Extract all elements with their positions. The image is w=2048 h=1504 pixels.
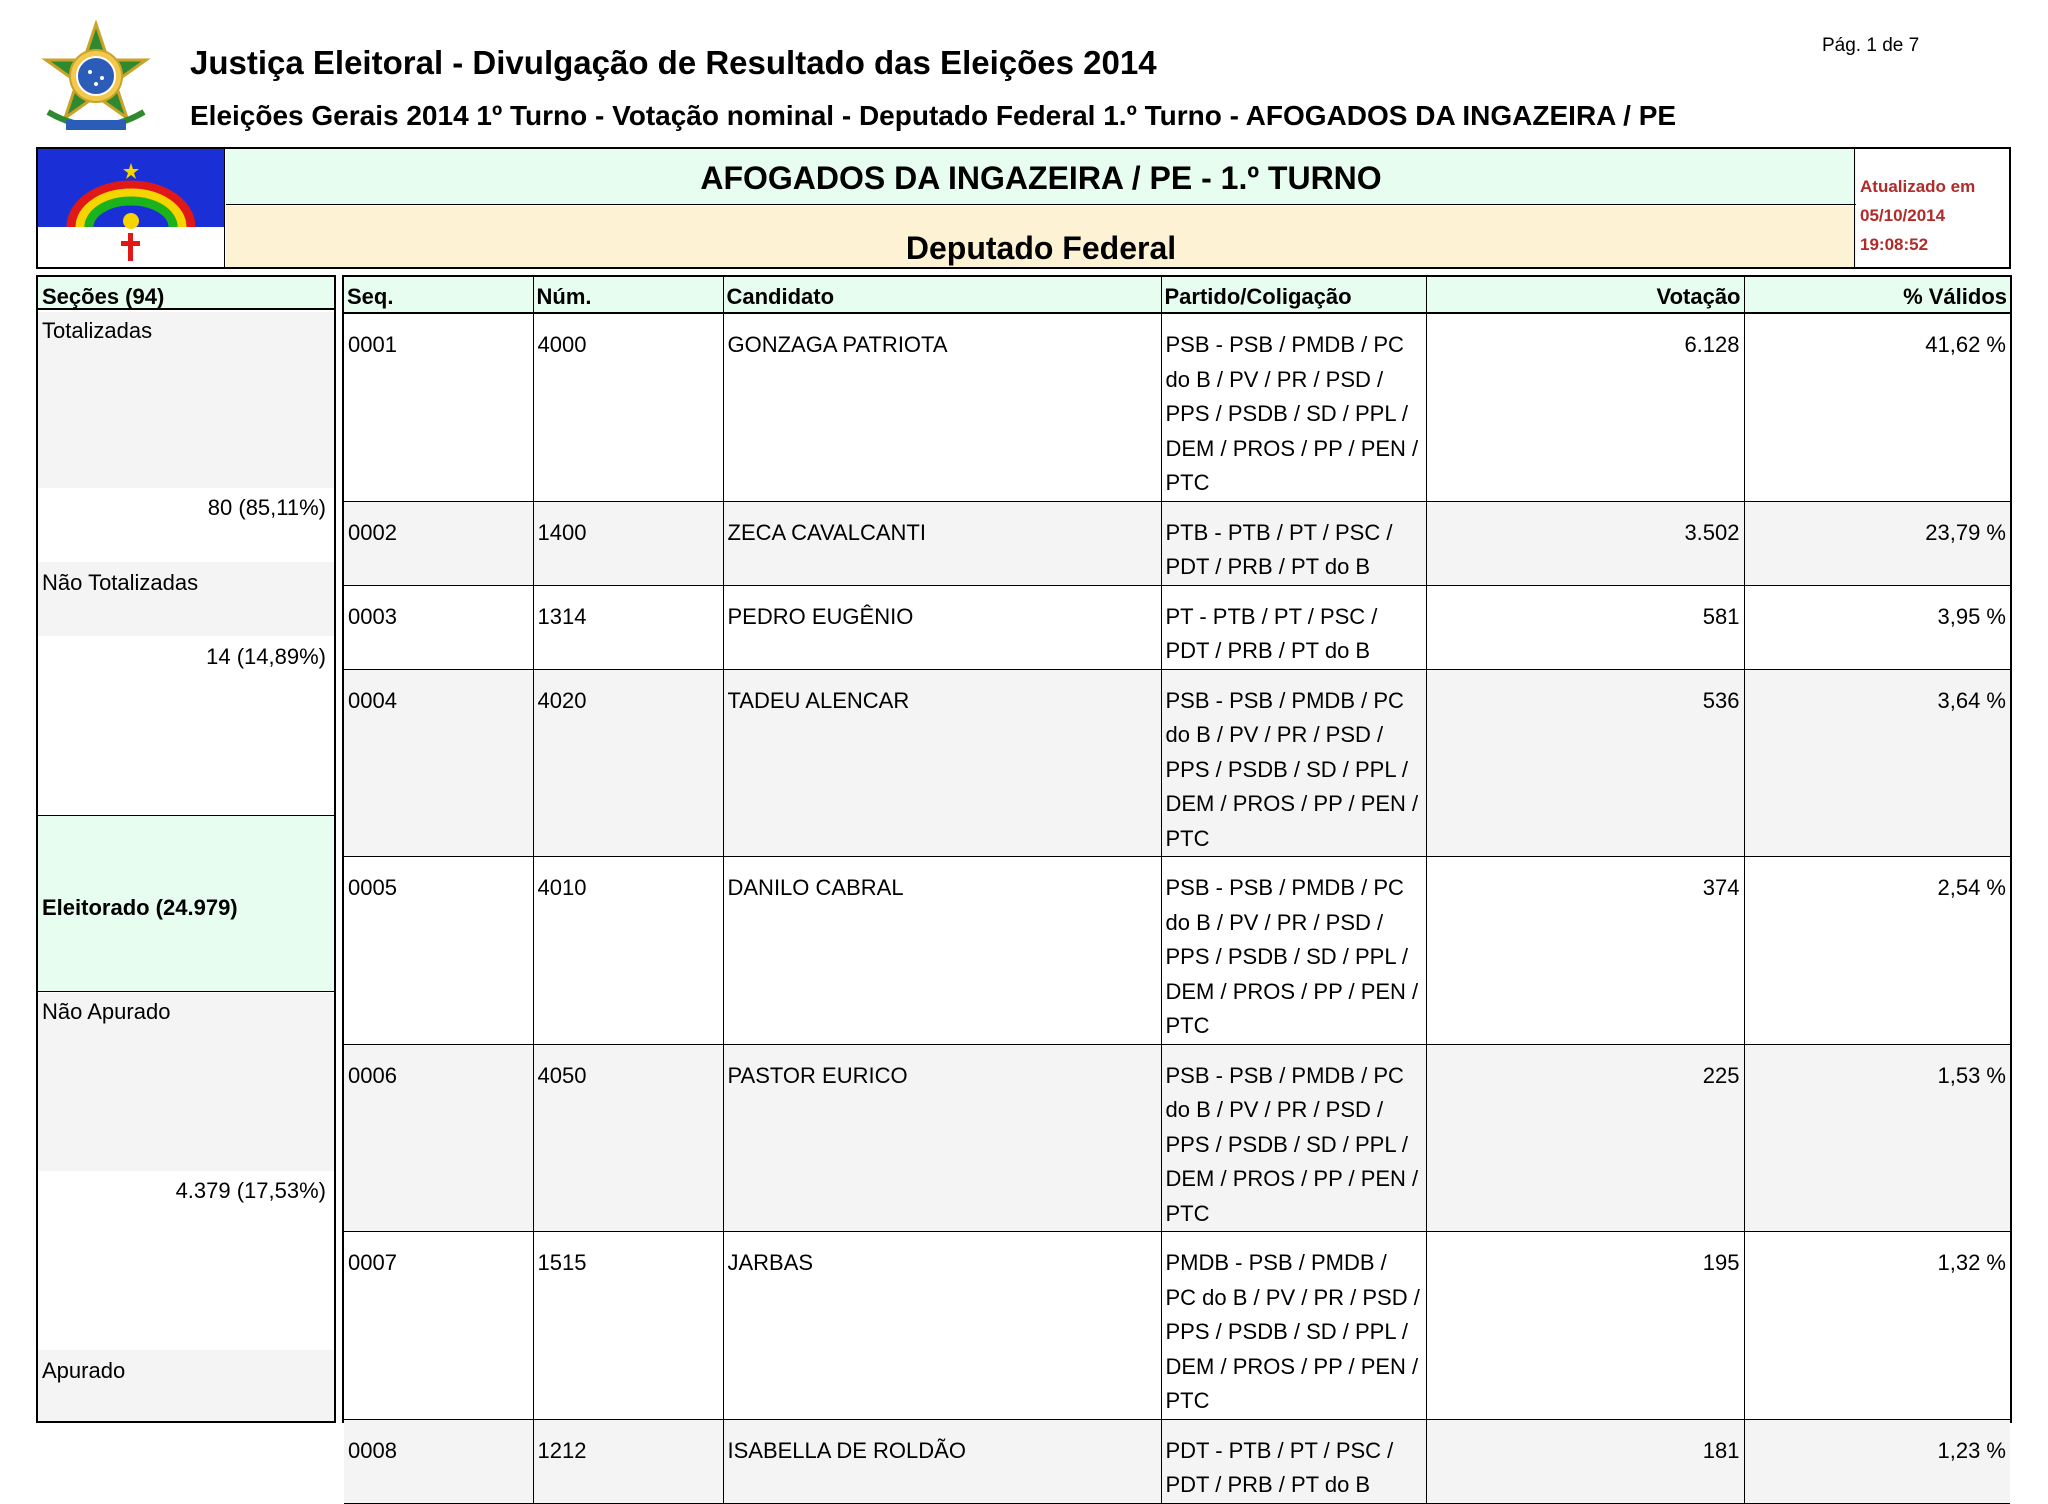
cell-candidate: ZECA CAVALCANTI <box>723 501 1161 585</box>
cell-num: 4000 <box>533 313 723 501</box>
cell-pct: 3,95 % <box>1744 585 2010 669</box>
col-header-num: Núm. <box>533 277 723 313</box>
banner-office: Deputado Federal <box>226 206 1856 267</box>
not-counted-value: 4.379 (17,53%) <box>175 1178 326 1203</box>
cell-pct: 41,62 % <box>1744 313 2010 501</box>
not-totalized-value: 14 (14,89%) <box>206 644 326 669</box>
cell-votes: 3.502 <box>1426 501 1744 585</box>
cell-candidate: PASTOR EURICO <box>723 1044 1161 1232</box>
table-row <box>344 857 2010 1045</box>
cell-seq: 0004 <box>344 669 533 857</box>
cell-candidate: PEDRO EUGÊNIO <box>723 585 1161 669</box>
results-table <box>344 277 2010 1504</box>
totalized-value: 80 (85,11%) <box>207 495 326 520</box>
cell-pct: 2,54 % <box>1744 857 2010 1045</box>
cell-party: PSB - PSB / PMDB / PC do B / PV / PR / PSD / PPS / PSDB / SD / PPL / DEM / PROS / PP / PEN / PTC <box>1161 1044 1426 1232</box>
banner-divider <box>1854 149 1855 267</box>
cell-num: 4010 <box>533 857 723 1045</box>
update-time: 19:08:52 <box>1860 235 1929 254</box>
table-row <box>344 1232 2010 1420</box>
cell-num: 1314 <box>533 585 723 669</box>
cell-pct: 3,64 % <box>1744 669 2010 857</box>
table-header-row <box>344 277 2010 313</box>
page-number: Pág. 1 de 7 <box>1822 35 1920 56</box>
cell-seq: 0006 <box>344 1044 533 1232</box>
totalized-label: Totalizadas <box>38 312 334 488</box>
cell-votes: 374 <box>1426 857 1744 1045</box>
cell-seq: 0002 <box>344 501 533 585</box>
cell-votes: 6.128 <box>1426 313 1744 501</box>
update-label: Atualizado em <box>1860 177 1976 196</box>
report-title: Justiça Eleitoral - Divulgação de Resultado das Eleições 2014 <box>190 44 1157 81</box>
brazil-coat-of-arms-icon <box>36 20 156 142</box>
table-row <box>344 669 2010 857</box>
cell-votes: 225 <box>1426 1044 1744 1232</box>
table-row <box>344 313 2010 501</box>
update-date: 05/10/2014 <box>1860 206 1946 225</box>
col-header-pct: % Válidos <box>1744 277 2010 313</box>
banner-location: AFOGADOS DA INGAZEIRA / PE - 1.º TURNO <box>226 149 1856 205</box>
report-subtitle: Eleições Gerais 2014 1º Turno - Votação nominal - Deputado Federal 1.º Turno - AFOGADOS DA INGAZEIRA / PE <box>190 100 1677 131</box>
cell-party: PMDB - PSB / PMDB / PC do B / PV / PR / PSD / PPS / PSDB / SD / PPL / DEM / PROS / PP / PEN / PTC <box>1161 1232 1426 1420</box>
cell-pct: 1,32 % <box>1744 1232 2010 1420</box>
cell-pct: 23,79 % <box>1744 501 2010 585</box>
cell-candidate: ISABELLA DE ROLDÃO <box>723 1419 1161 1503</box>
table-row <box>344 501 2010 585</box>
cell-votes: 195 <box>1426 1232 1744 1420</box>
col-header-seq: Seq. <box>344 277 533 313</box>
cell-candidate: DANILO CABRAL <box>723 857 1161 1045</box>
cell-votes: 581 <box>1426 585 1744 669</box>
table-row <box>344 1419 2010 1503</box>
cell-num: 4050 <box>533 1044 723 1232</box>
banner-divider <box>224 149 225 267</box>
cell-candidate: TADEU ALENCAR <box>723 669 1161 857</box>
col-header-votes: Votação <box>1426 277 1744 313</box>
not-counted-label: Não Apurado <box>38 993 334 1171</box>
cell-seq: 0003 <box>344 585 533 669</box>
col-header-party: Partido/Coligação <box>1161 277 1426 313</box>
cell-pct: 1,23 % <box>1744 1419 2010 1503</box>
cell-pct: 1,53 % <box>1744 1044 2010 1232</box>
sections-header: Seções (94) <box>38 277 334 310</box>
pernambuco-flag-icon <box>38 149 224 267</box>
cell-seq: 0007 <box>344 1232 533 1420</box>
cell-party: PDT - PTB / PT / PSC / PDT / PRB / PT do B <box>1161 1419 1426 1503</box>
update-info <box>1860 172 2008 259</box>
cell-candidate: GONZAGA PATRIOTA <box>723 313 1161 501</box>
cell-votes: 536 <box>1426 669 1744 857</box>
col-header-candidate: Candidato <box>723 277 1161 313</box>
not-totalized-label: Não Totalizadas <box>38 562 334 636</box>
cell-num: 1400 <box>533 501 723 585</box>
cell-seq: 0005 <box>344 857 533 1045</box>
table-row <box>344 585 2010 669</box>
cell-candidate: JARBAS <box>723 1232 1161 1420</box>
counted-label: Apurado <box>38 1350 334 1421</box>
cell-num: 1212 <box>533 1419 723 1503</box>
cell-seq: 0008 <box>344 1419 533 1503</box>
electorate-label: Eleitorado (24.979) <box>38 815 334 992</box>
cell-votes: 181 <box>1426 1419 1744 1503</box>
cell-party: PT - PTB / PT / PSC / PDT / PRB / PT do B <box>1161 585 1426 669</box>
cell-party: PTB - PTB / PT / PSC / PDT / PRB / PT do B <box>1161 501 1426 585</box>
cell-seq: 0001 <box>344 313 533 501</box>
cell-num: 1515 <box>533 1232 723 1420</box>
cell-party: PSB - PSB / PMDB / PC do B / PV / PR / PSD / PPS / PSDB / SD / PPL / DEM / PROS / PP / PEN / PTC <box>1161 857 1426 1045</box>
table-row <box>344 1044 2010 1232</box>
cell-num: 4020 <box>533 669 723 857</box>
cell-party: PSB - PSB / PMDB / PC do B / PV / PR / PSD / PPS / PSDB / SD / PPL / DEM / PROS / PP / PEN / PTC <box>1161 313 1426 501</box>
cell-party: PSB - PSB / PMDB / PC do B / PV / PR / PSD / PPS / PSDB / SD / PPL / DEM / PROS / PP / PEN / PTC <box>1161 669 1426 857</box>
